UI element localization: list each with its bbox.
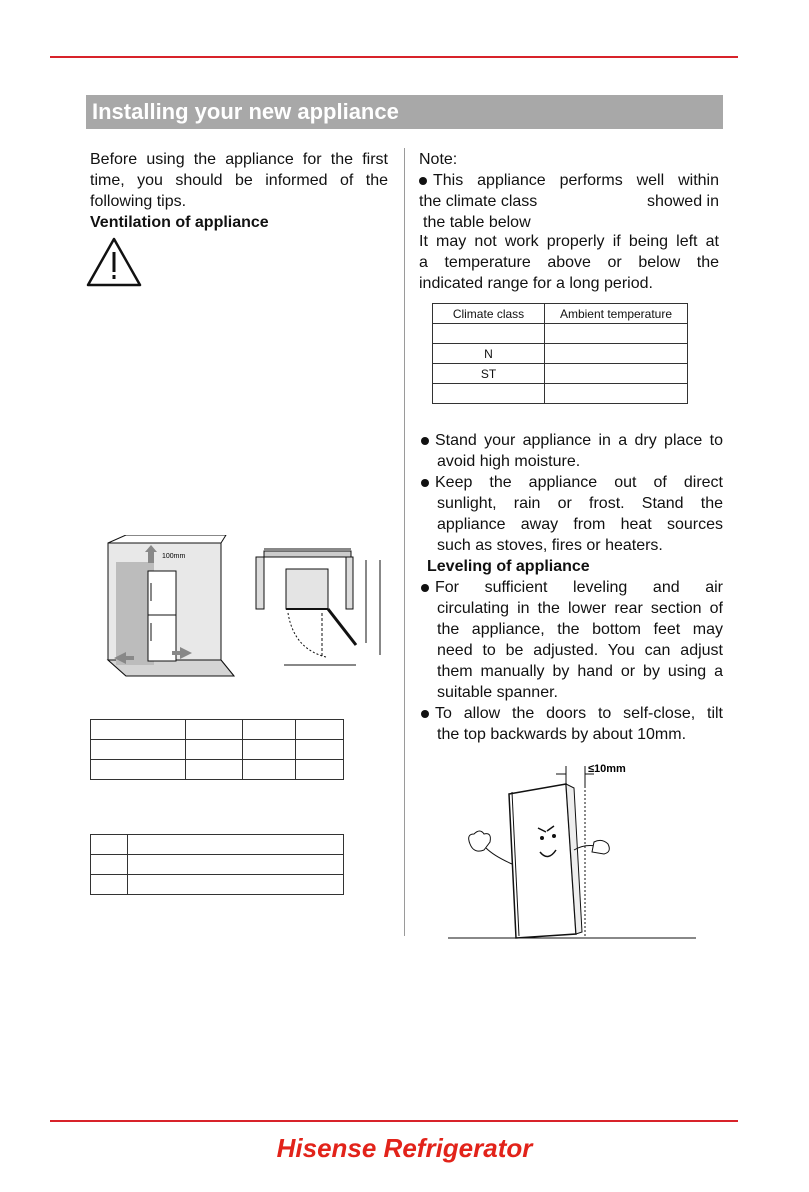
ventilation-heading: Ventilation of appliance [90, 214, 269, 231]
bottom-rule [50, 1120, 738, 1122]
placement-bullets [421, 430, 723, 556]
climate-cell: ST [433, 364, 545, 384]
note-line: the climate class showed in [419, 193, 719, 210]
warning-line: indicated range for a long period. [419, 275, 653, 292]
bullet-icon [419, 177, 427, 185]
list-item: To allow the doors to self-close, tilt the top backwards by about 10mm. [421, 703, 723, 745]
clearance-100mm-label: 100mm [162, 553, 186, 560]
tilt-illustration [444, 756, 700, 942]
intro-text [90, 149, 388, 212]
bullet-icon [421, 479, 429, 487]
note-block [419, 149, 719, 233]
table-row [91, 760, 344, 780]
warning-line: It may not work properly if being left at [419, 233, 719, 250]
clearance-table [90, 834, 344, 895]
table-row [433, 384, 688, 404]
warning-text [419, 231, 719, 294]
dimensions-table [90, 719, 344, 780]
bullet-icon [421, 710, 429, 718]
climate-cell [433, 324, 545, 344]
temperature-header: Ambient temperature [545, 304, 688, 324]
list-item: For sufficient leveling and air circulating in the lower rear section of the appliance, the bottom feet may need to be adjusted. You can adjust them manually by hand or by using a suitable spanner. [421, 577, 723, 703]
bullet-icon [421, 584, 429, 592]
leveling-heading: Leveling of appliance [427, 558, 590, 575]
list-item: Keep the appliance out of direct sunlight, rain or frost. Stand the appliance away from heat sources such as stoves, fires or heaters. [421, 472, 723, 556]
table-row [91, 875, 344, 895]
leveling-bullets [421, 577, 723, 745]
list-item: Stand your appliance in a dry place to avoid high moisture. [421, 430, 723, 472]
table-row [433, 364, 688, 384]
table-row [433, 304, 688, 324]
climate-header: Climate class [433, 304, 545, 324]
warning-line: a temperature above or below the [419, 254, 719, 271]
intro-line: following tips. [90, 193, 187, 210]
temperature-cell [545, 324, 688, 344]
tilt-10mm-label: ≤10mm [588, 763, 626, 775]
table-row [91, 740, 344, 760]
table-row [91, 720, 344, 740]
table-row [91, 855, 344, 875]
table-row [433, 324, 688, 344]
table-row [433, 344, 688, 364]
temperature-cell [545, 364, 688, 384]
ventilation-illustration [96, 535, 236, 677]
temperature-cell [545, 344, 688, 364]
section-title: Installing your new appliance [86, 95, 723, 129]
note-line: the table below [423, 214, 531, 231]
top-rule [50, 56, 738, 58]
intro-line: Before using the appliance for the first [90, 151, 388, 168]
intro-line: time, you should be informed of the [90, 172, 388, 189]
note-line: This appliance performs well within [419, 170, 719, 191]
door-clearance-diagram [246, 545, 386, 669]
note-label: Note: [419, 151, 458, 168]
bullet-icon [421, 437, 429, 445]
footer-brand-logo: Hisense Refrigerator [276, 1133, 533, 1163]
climate-cell [433, 384, 545, 404]
column-divider [404, 148, 405, 936]
climate-cell: N [433, 344, 545, 364]
warning-icon [85, 236, 143, 288]
table-row [91, 835, 344, 855]
temperature-cell [545, 384, 688, 404]
climate-class-table [432, 303, 688, 404]
